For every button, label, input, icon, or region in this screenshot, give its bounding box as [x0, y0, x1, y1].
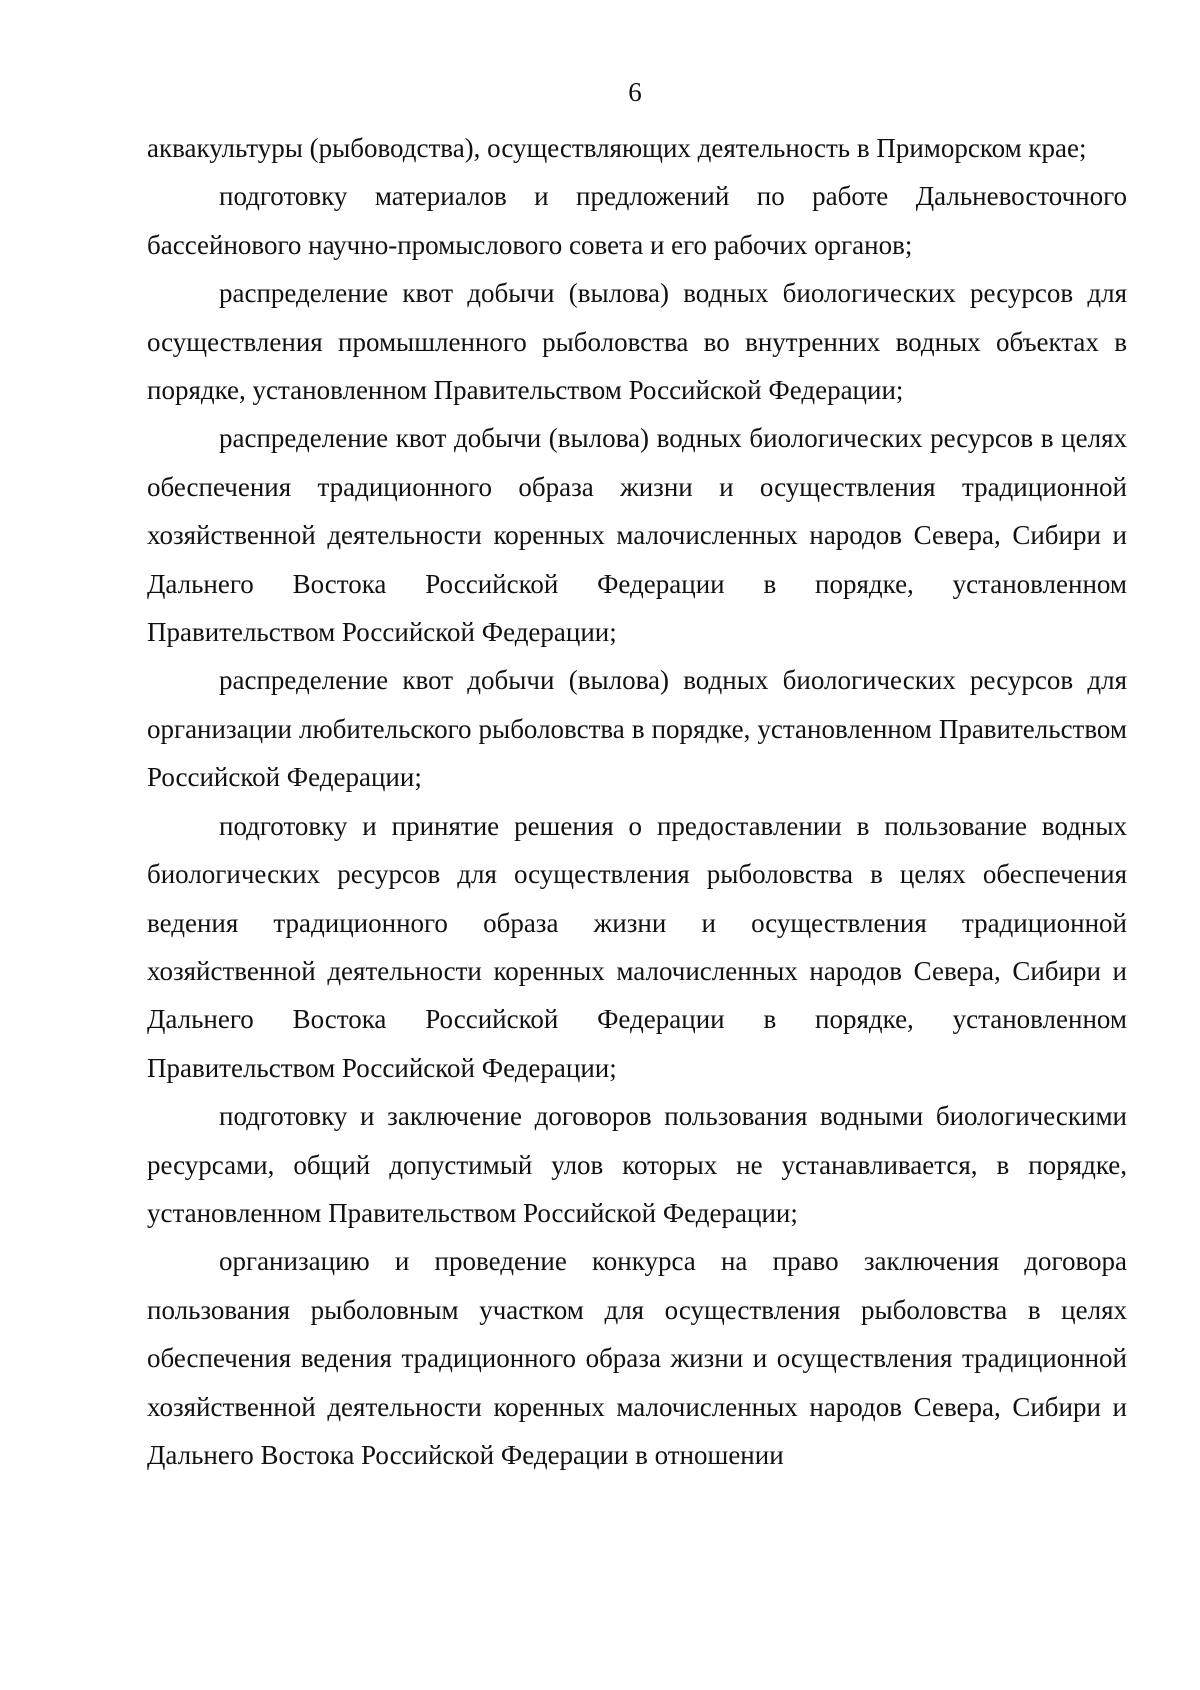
paragraph-industrial-quota: распределение квот добычи (вылова) водных биологических ресурсов для осуществления промышленного рыболовства во внутренних водных объектах в порядке, установленном Правительством Российской Федерации;	[147, 278, 1127, 406]
document-body	[147, 124, 1127, 1479]
paragraph-fishing-plot-tender: организацию и проведение конкурса на право заключения договора пользования рыболовным участком для осуществления рыболовства в целях обеспечения ведения традиционного образа жизни и осуществления традиционной хозяйственной деятельности коренных малочисленных народов Севера, Сибири и Дальнего Востока Российской Федерации в отношении	[147, 1246, 1127, 1470]
paragraph-use-contracts: подготовку и заключение договоров пользования водными биологическими ресурсами, общий допустимый улов которых не устанавливается, в порядке, установленном Правительством Российской Федерации;	[147, 1101, 1127, 1228]
paragraph-indigenous-quota: распределение квот добычи (вылова) водных биологических ресурсов в целях обеспечения традиционного образа жизни и осуществления традиционной хозяйственной деятельности коренных малочисленных народов Севера, Сибири и Дальнего Востока Российской Федерации в порядке, установленном Правительством Российской Федерации;	[147, 423, 1127, 648]
page-number: 6	[628, 77, 642, 107]
paragraph-indigenous-use-decision: подготовку и принятие решения о предоставлении в пользование водных биологических ресурсов для осуществления рыболовства в целях обеспечения ведения традиционного образа жизни и осуществления традиционной хозяйственной деятельности коренных малочисленных народов Севера, Сибири и Дальнего Востока Российской Федерации в порядке, установленном Правительством Российской Федерации;	[147, 810, 1127, 1083]
paragraph-recreational-quota: распределение квот добычи (вылова) водных биологических ресурсов для организации любительского рыболовства в порядке, установленном Правительством Российской Федерации;	[147, 665, 1127, 793]
paragraph-aquaculture-continuation: аквакультуры (рыбоводства), осуществляющих деятельность в Приморском крае;	[147, 133, 1087, 163]
paragraph-scientific-council: подготовку материалов и предложений по работе Дальневосточного бассейнового научно-промыслового совета и его рабочих органов;	[147, 181, 1127, 260]
